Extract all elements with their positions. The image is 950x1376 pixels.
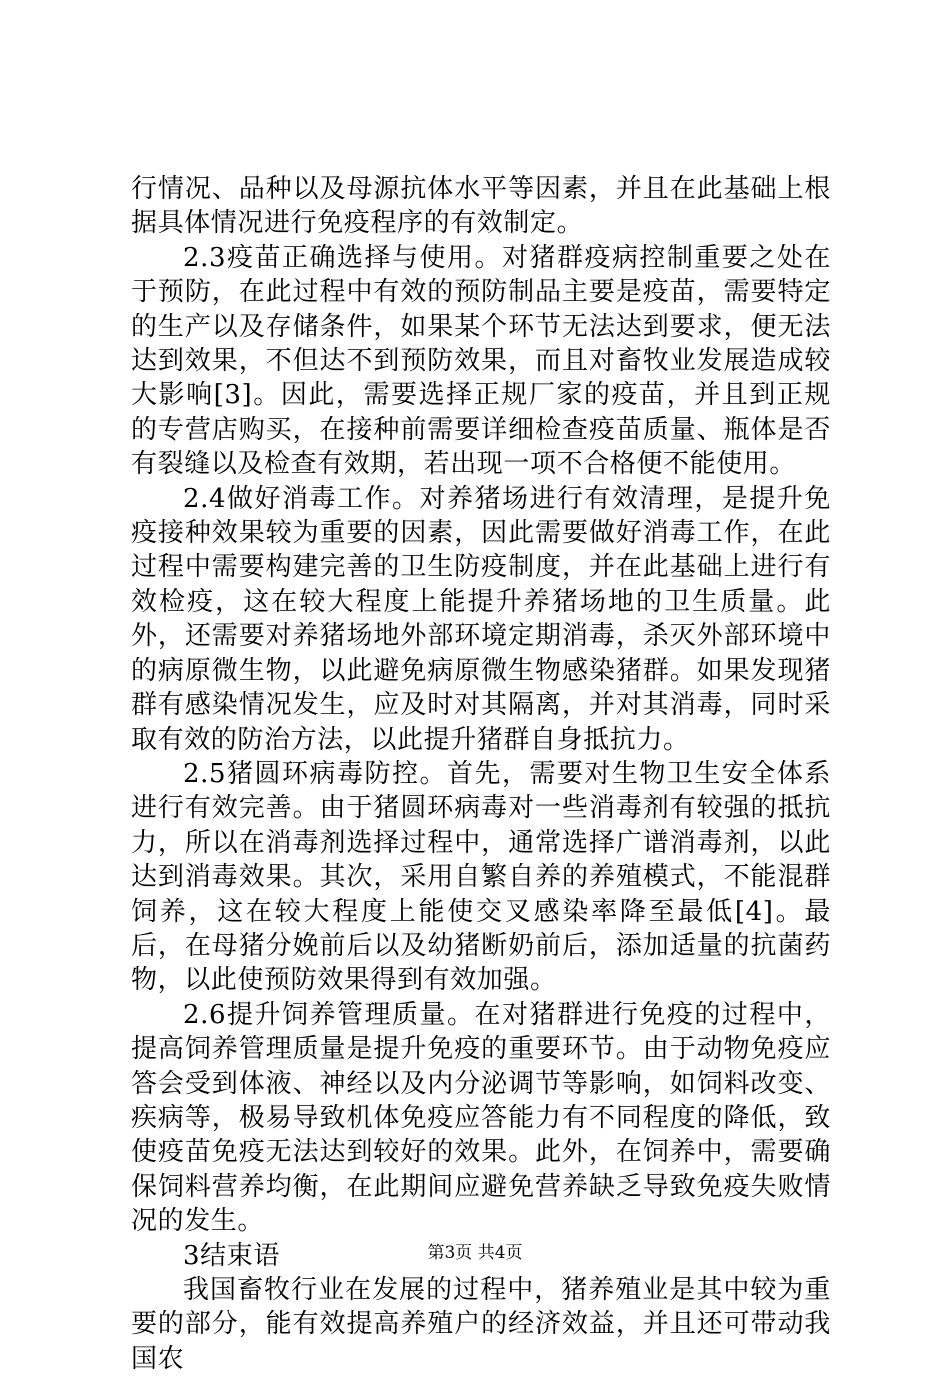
paragraph-feeding-management: 2.6提升饲养管理质量。在对猪群进行免疫的过程中，提高饲养管理质量是提升免疫的重要环节。由于动物免疫应答会受到体液、神经以及内分泌调节等影响，如饲料改变、疾病等，极易导致机体免疫应答能力有不同程度的降低，致使疫苗免疫无法达到较好的效果。此外，在饲养中，需要确保饲料营养均衡，在此期间应避免营养缺乏导致免疫失败情况的发生。	[131, 999, 831, 1237]
page-number: 第3页	[427, 1243, 473, 1263]
document-body	[131, 172, 831, 1376]
page-total: 共4页	[477, 1243, 523, 1263]
paragraph-vaccine-selection: 2.3疫苗正确选择与使用。对猪群疫病控制重要之处在于预防，在此过程中有效的预防制品主要是疫苗，需要特定的生产以及存储条件，如果某个环节无法达到要求，便无法达到效果，不但达不到预防效果，而且对畜牧业发展造成较大影响[3]。因此，需要选择正规厂家的疫苗，并且到正规的专营店购买，在接种前需要详细检查疫苗质量、瓶体是否有裂缝以及检查有效期，若出现一项不合格便不能使用。	[131, 242, 831, 480]
paragraph-conclusion: 我国畜牧行业在发展的过程中，猪养殖业是其中较为重要的部分，能有效提高养殖户的经济效益，并且还可带动我国农	[131, 1275, 831, 1374]
paragraph-continuation: 行情况、品种以及母源抗体水平等因素，并且在此基础上根据具体情况进行免疫程序的有效制定。	[131, 174, 831, 239]
paragraph-disinfection: 2.4做好消毒工作。对养猪场进行有效清理，是提升免疫接种效果较为重要的因素，因此需要做好消毒工作，在此过程中需要构建完善的卫生防疫制度，并在此基础上进行有效检疫，这在较大程度上能提升养猪场地的卫生质量。此外，还需要对养猪场地外部环境定期消毒，杀灭外部环境中的病原微生物，以此避免病原微生物感染猪群。如果发现猪群有感染情况发生，应及时对其隔离，并对其消毒，同时采取有效的防治方法，以此提升猪群自身抵抗力。	[131, 483, 831, 755]
page-footer	[0, 1238, 950, 1263]
section-heading-conclusion: 3结束语	[183, 1240, 280, 1271]
paragraph-circovirus-control: 2.5猪圆环病毒防控。首先，需要对生物卫生安全体系进行有效完善。由于猪圆环病毒对一些消毒剂有较强的抵抗力，所以在消毒剂选择过程中，通常选择广谱消毒剂，以此达到消毒效果。其次，采用自繁自养的养殖模式，不能混群饲养，这在较大程度上能使交叉感染率降至最低[4]。最后，在母猪分娩前后以及幼猪断奶前后，添加适量的抗菌药物，以此使预防效果得到有效加强。	[131, 758, 831, 996]
